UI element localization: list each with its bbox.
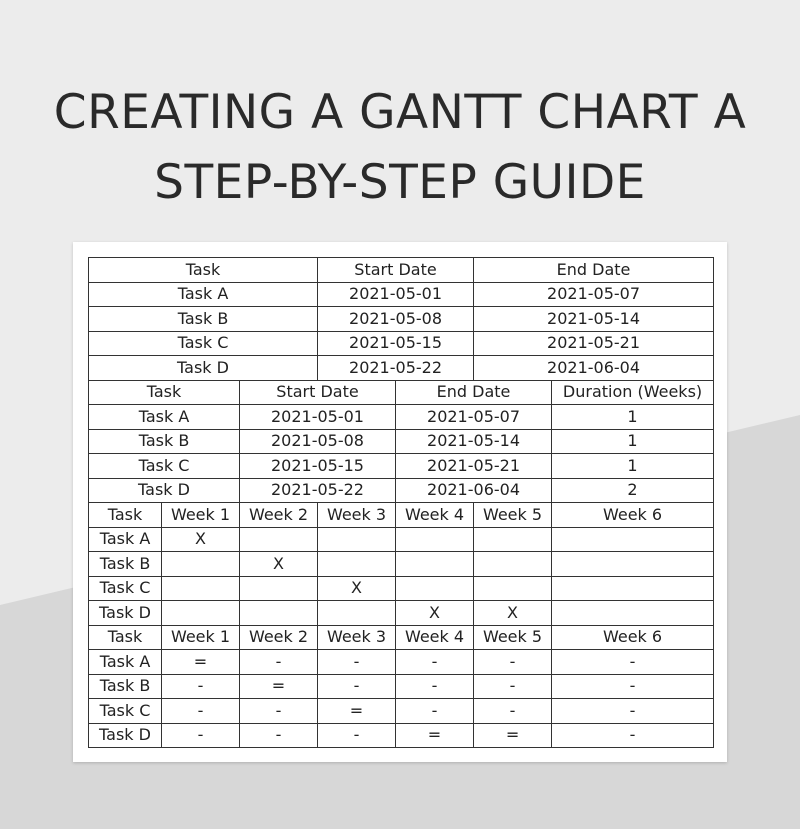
table1-cell: 2021-05-14 bbox=[474, 307, 714, 332]
table2-cell: 2021-06-04 bbox=[396, 478, 552, 503]
table4-header-cell: Week 2 bbox=[240, 625, 318, 650]
table1-header-cell: Start Date bbox=[318, 258, 474, 283]
table4-cell: - bbox=[162, 723, 240, 748]
table2-cell: Task C bbox=[89, 454, 240, 479]
table3-cell bbox=[240, 576, 318, 601]
table3-row bbox=[89, 576, 714, 601]
table2-header-cell: Start Date bbox=[240, 380, 396, 405]
table1-cell: 2021-05-01 bbox=[318, 282, 474, 307]
table4-row bbox=[89, 723, 714, 748]
table1-header-cell: Task bbox=[89, 258, 318, 283]
table4-cell: - bbox=[552, 650, 714, 675]
table4-row bbox=[89, 674, 714, 699]
table4-header-cell: Week 4 bbox=[396, 625, 474, 650]
table1-cell: 2021-05-22 bbox=[318, 356, 474, 381]
gantt-table bbox=[88, 257, 714, 748]
table3-cell bbox=[162, 552, 240, 577]
table2-header-row bbox=[89, 380, 714, 405]
table2-cell: 2021-05-21 bbox=[396, 454, 552, 479]
table3-header-cell: Week 4 bbox=[396, 503, 474, 528]
table1-row bbox=[89, 282, 714, 307]
spreadsheet-sheet bbox=[73, 242, 727, 762]
table2-cell: 2021-05-15 bbox=[240, 454, 396, 479]
table3-header-row bbox=[89, 503, 714, 528]
table4-cell: Task D bbox=[89, 723, 162, 748]
table2-row bbox=[89, 454, 714, 479]
table1-cell: 2021-05-15 bbox=[318, 331, 474, 356]
table4-cell: - bbox=[240, 699, 318, 724]
table1-cell: Task D bbox=[89, 356, 318, 381]
table4-cell: - bbox=[318, 650, 396, 675]
table4-cell: - bbox=[474, 650, 552, 675]
table1-header-cell: End Date bbox=[474, 258, 714, 283]
table3-cell bbox=[552, 601, 714, 626]
title-line-1: CREATING A GANTT CHART A bbox=[53, 85, 747, 140]
table4-cell: - bbox=[552, 699, 714, 724]
table2-cell: 2021-05-22 bbox=[240, 478, 396, 503]
table3-header-cell: Week 3 bbox=[318, 503, 396, 528]
table2-row bbox=[89, 429, 714, 454]
table3-header-cell: Week 6 bbox=[552, 503, 714, 528]
table4-header-cell: Week 1 bbox=[162, 625, 240, 650]
table3-cell: X bbox=[396, 601, 474, 626]
table3-cell bbox=[240, 601, 318, 626]
table2-header-cell: End Date bbox=[396, 380, 552, 405]
table4-header-cell: Week 5 bbox=[474, 625, 552, 650]
table4-cell: = bbox=[474, 723, 552, 748]
table2-header-cell: Task bbox=[89, 380, 240, 405]
table1-cell: 2021-06-04 bbox=[474, 356, 714, 381]
table3-cell: Task A bbox=[89, 527, 162, 552]
table3-row bbox=[89, 527, 714, 552]
table3-header-cell: Week 5 bbox=[474, 503, 552, 528]
table1-cell: Task C bbox=[89, 331, 318, 356]
table4-cell: - bbox=[396, 674, 474, 699]
table4-cell: - bbox=[318, 723, 396, 748]
table3-row bbox=[89, 552, 714, 577]
table2-header-cell: Duration (Weeks) bbox=[552, 380, 714, 405]
table4-cell: - bbox=[318, 674, 396, 699]
table1-header-row bbox=[89, 258, 714, 283]
table3-cell bbox=[396, 576, 474, 601]
table3-cell: X bbox=[318, 576, 396, 601]
table4-cell: - bbox=[162, 699, 240, 724]
table2-cell: Task A bbox=[89, 405, 240, 430]
table3-cell bbox=[552, 552, 714, 577]
table4-cell: - bbox=[240, 650, 318, 675]
table4-cell: - bbox=[396, 650, 474, 675]
table3-header-cell: Week 1 bbox=[162, 503, 240, 528]
table2-cell: 1 bbox=[552, 454, 714, 479]
table1-row bbox=[89, 356, 714, 381]
table2-cell: 2021-05-01 bbox=[240, 405, 396, 430]
table3-cell bbox=[396, 552, 474, 577]
table4-cell: = bbox=[396, 723, 474, 748]
table4-cell: Task C bbox=[89, 699, 162, 724]
table2-cell: Task B bbox=[89, 429, 240, 454]
table4-cell: Task A bbox=[89, 650, 162, 675]
table2-cell: 2021-05-14 bbox=[396, 429, 552, 454]
table1-cell: 2021-05-21 bbox=[474, 331, 714, 356]
table3-row bbox=[89, 601, 714, 626]
table4-cell: Task B bbox=[89, 674, 162, 699]
table4-header-cell: Week 3 bbox=[318, 625, 396, 650]
table1-row bbox=[89, 331, 714, 356]
table4-cell: - bbox=[396, 699, 474, 724]
table3-cell: X bbox=[474, 601, 552, 626]
table4-cell: = bbox=[240, 674, 318, 699]
table4-cell: - bbox=[240, 723, 318, 748]
table4-cell: - bbox=[162, 674, 240, 699]
table1-cell: Task B bbox=[89, 307, 318, 332]
table3-cell bbox=[474, 576, 552, 601]
table3-header-cell: Task bbox=[89, 503, 162, 528]
table4-cell: - bbox=[552, 723, 714, 748]
table2-cell: 1 bbox=[552, 429, 714, 454]
table3-cell bbox=[474, 527, 552, 552]
table4-header-cell: Week 6 bbox=[552, 625, 714, 650]
table4-cell: - bbox=[552, 674, 714, 699]
table2-row bbox=[89, 405, 714, 430]
table4-cell: - bbox=[474, 699, 552, 724]
title-line-2: STEP-BY-STEP GUIDE bbox=[154, 155, 646, 210]
table4-cell: = bbox=[318, 699, 396, 724]
table3-cell: Task C bbox=[89, 576, 162, 601]
table2-cell: 2 bbox=[552, 478, 714, 503]
table3-cell bbox=[318, 552, 396, 577]
table4-cell: - bbox=[474, 674, 552, 699]
table3-cell bbox=[162, 576, 240, 601]
table3-cell bbox=[552, 576, 714, 601]
table3-cell bbox=[474, 552, 552, 577]
table4-cell: = bbox=[162, 650, 240, 675]
table2-cell: 1 bbox=[552, 405, 714, 430]
table3-cell bbox=[240, 527, 318, 552]
page-title bbox=[0, 78, 800, 218]
table3-cell bbox=[396, 527, 474, 552]
table4-row bbox=[89, 650, 714, 675]
table4-row bbox=[89, 699, 714, 724]
table2-cell: 2021-05-08 bbox=[240, 429, 396, 454]
table3-cell bbox=[552, 527, 714, 552]
table4-header-cell: Task bbox=[89, 625, 162, 650]
table3-cell: Task D bbox=[89, 601, 162, 626]
table2-cell: 2021-05-07 bbox=[396, 405, 552, 430]
table3-header-cell: Week 2 bbox=[240, 503, 318, 528]
table3-cell: X bbox=[162, 527, 240, 552]
table3-cell bbox=[162, 601, 240, 626]
table1-cell: 2021-05-07 bbox=[474, 282, 714, 307]
table4-header-row bbox=[89, 625, 714, 650]
table3-cell bbox=[318, 601, 396, 626]
table3-cell bbox=[318, 527, 396, 552]
table3-cell: Task B bbox=[89, 552, 162, 577]
table2-row bbox=[89, 478, 714, 503]
table3-cell: X bbox=[240, 552, 318, 577]
table1-cell: 2021-05-08 bbox=[318, 307, 474, 332]
table1-cell: Task A bbox=[89, 282, 318, 307]
table2-cell: Task D bbox=[89, 478, 240, 503]
table1-row bbox=[89, 307, 714, 332]
